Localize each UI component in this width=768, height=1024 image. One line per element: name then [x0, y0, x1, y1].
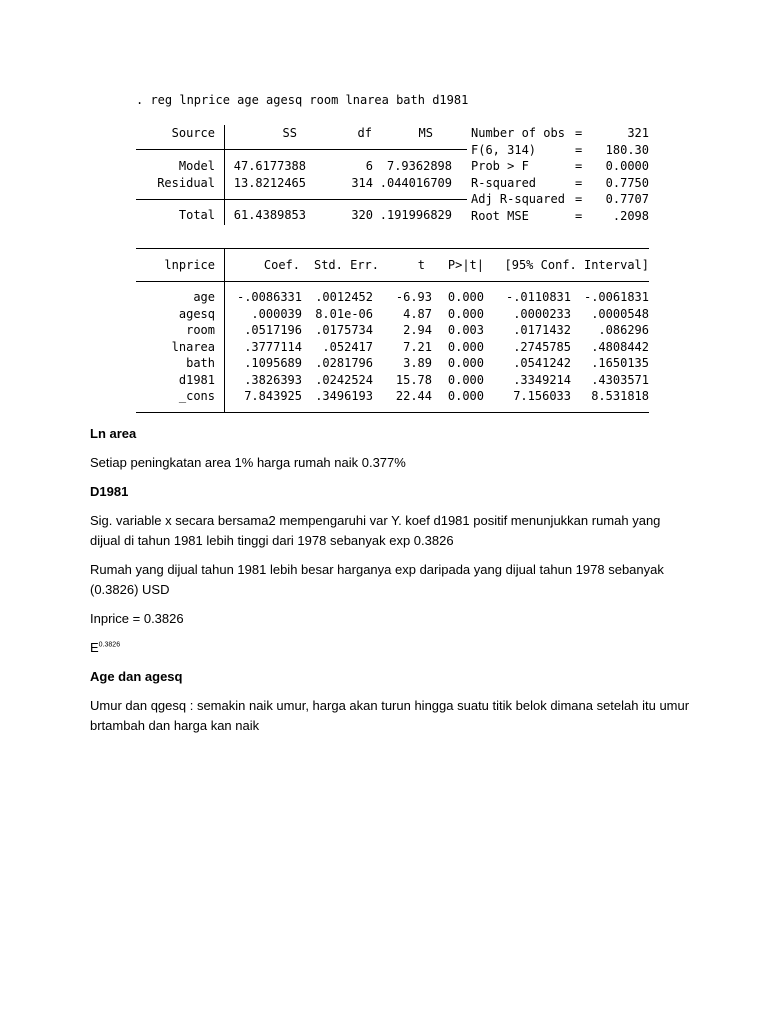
- stat-equals: =: [575, 208, 583, 223]
- stat-equals: =: [575, 192, 583, 206]
- table-row: [136, 355, 649, 372]
- coef-cell-coef: .0517196: [244, 323, 302, 337]
- heading-d1981: D1981: [90, 484, 129, 499]
- table-row: [136, 306, 649, 323]
- regression-command: . reg lnprice age agesq room lnarea bath d1981: [136, 93, 469, 107]
- coef-cell-coef: .000039: [251, 306, 302, 321]
- stat-value: 0.7750: [605, 175, 649, 190]
- coef-cell-t: 22.44: [395, 389, 432, 403]
- exponent-power: 0.3826: [98, 641, 121, 649]
- anova-header-ms: MS: [418, 126, 433, 140]
- coef-cell-ci-high: .1650135: [591, 356, 649, 370]
- stat-value: 321: [627, 126, 649, 140]
- anova-cell-ms: .191996829: [379, 208, 452, 222]
- coef-cell-se: .0175734: [315, 323, 373, 337]
- stat-value: 0.7707: [605, 192, 649, 206]
- coef-header-ci: [95% Conf. Interval]: [504, 258, 649, 272]
- coef-cell-ci-low: 7.156033: [513, 389, 571, 403]
- coef-header-coef: Coef.: [263, 258, 300, 272]
- stat-label: Number of obs: [471, 126, 565, 140]
- coef-cell-p: 0.000: [447, 306, 484, 321]
- stat-value: .2098: [612, 208, 649, 223]
- anova-cell-source: Model: [178, 159, 215, 173]
- coef-cell-ci-low: -.0110831: [505, 290, 571, 304]
- stat-row: [136, 142, 649, 159]
- coef-cell-coef: 7.843925: [244, 389, 302, 403]
- coef-cell-ci-high: .4303571: [591, 372, 649, 387]
- coef-header-p: P>|t|: [447, 258, 484, 272]
- stat-equals: =: [575, 159, 583, 173]
- coef-header-var: lnprice: [164, 258, 215, 272]
- paragraph-lnarea: Setiap peningkatan area 1% harga rumah naik 0.377%: [90, 455, 406, 470]
- coef-cell-ci-high: .086296: [598, 323, 649, 337]
- coef-cell-coef: -.0086331: [236, 290, 302, 304]
- coef-cell-coef: .3777114: [244, 339, 302, 354]
- table-row: [136, 289, 649, 306]
- coef-header-t: t: [417, 258, 425, 272]
- coef-cell-ci-high: -.0061831: [583, 290, 649, 304]
- coef-cell-ci-low: .0171432: [513, 323, 571, 337]
- anova-cell-df: 314: [351, 175, 373, 190]
- stat-equals: =: [575, 126, 583, 140]
- coef-cell-ci-high: .0000548: [591, 306, 649, 321]
- coef-cell-t: 2.94: [403, 323, 432, 337]
- anova-total-rule: [136, 199, 467, 200]
- heading-lnarea: Ln area: [90, 426, 137, 441]
- coef-cell-t: 4.87: [403, 306, 432, 321]
- anova-cell-df: 6: [365, 159, 373, 173]
- coef-cell-var: _cons: [178, 389, 215, 403]
- anova-cell-ms: .044016709: [379, 175, 452, 190]
- coef-cell-se: .0242524: [315, 372, 373, 387]
- anova-cell-source: Residual: [157, 175, 215, 190]
- coef-top-rule: [136, 248, 649, 249]
- anova-vertical-rule: [224, 125, 225, 225]
- coef-header-se: Std. Err.: [313, 258, 379, 272]
- table-row: [136, 322, 649, 339]
- stat-equals: =: [575, 142, 583, 157]
- paragraph-inprice: Inprice = 0.3826: [90, 611, 184, 626]
- coef-cell-ci-low: .2745785: [513, 339, 571, 354]
- coef-cell-ci-high: .4808442: [591, 339, 649, 354]
- coef-cell-var: age: [193, 290, 215, 304]
- coef-cell-var: agesq: [178, 306, 215, 321]
- table-row: [136, 388, 649, 405]
- stat-label: Prob > F: [471, 159, 529, 173]
- coef-cell-p: 0.000: [447, 290, 484, 304]
- coef-cell-se: .0281796: [315, 356, 373, 370]
- stat-value: 180.30: [605, 142, 649, 157]
- stat-label: Adj R-squared: [471, 192, 565, 206]
- exponent-base: E: [90, 640, 99, 655]
- table-row: [136, 339, 649, 356]
- coef-cell-se: .0012452: [315, 290, 373, 304]
- heading-age: Age dan agesq: [90, 669, 183, 684]
- coef-cell-ci-low: .0000233: [513, 306, 571, 321]
- coef-cell-p: 0.003: [447, 323, 484, 337]
- coef-header-rule: [136, 281, 649, 282]
- anova-table: [136, 125, 649, 225]
- coef-cell-se: .052417: [322, 339, 373, 354]
- coef-bottom-rule: [136, 412, 649, 413]
- coef-cell-t: 15.78: [395, 372, 432, 387]
- anova-cell-source: Total: [178, 208, 215, 222]
- coef-cell-p: 0.000: [447, 356, 484, 370]
- anova-header-df: df: [357, 126, 372, 140]
- coef-cell-p: 0.000: [447, 339, 484, 354]
- coef-cell-ci-low: .3349214: [513, 372, 571, 387]
- paragraph-exponent: [90, 638, 690, 658]
- coef-cell-p: 0.000: [447, 372, 484, 387]
- coef-vertical-rule: [224, 248, 225, 413]
- stat-value: 0.0000: [605, 159, 649, 173]
- coef-cell-se: .3496193: [315, 389, 373, 403]
- anova-cell-ss: 61.4389853: [233, 208, 306, 222]
- coef-cell-var: d1981: [178, 372, 215, 387]
- anova-cell-ms: 7.9362898: [386, 159, 452, 173]
- coef-cell-coef: .1095689: [244, 356, 302, 370]
- stat-label: F(6, 314): [471, 142, 537, 157]
- stat-equals: =: [575, 175, 583, 190]
- coef-cell-var: lnarea: [171, 339, 215, 354]
- coef-cell-var: bath: [186, 356, 215, 370]
- paragraph-age: Umur dan qgesq : semakin naik umur, harga akan turun hingga suatu titik belok dimana setelah itu umur brtambah dan harga kan naik: [90, 698, 690, 733]
- coef-header-row: [136, 257, 649, 274]
- anova-header-rule: [136, 149, 467, 150]
- anova-header-source: Source: [171, 126, 215, 140]
- table-row: [136, 372, 649, 389]
- stat-label: R-squared: [471, 175, 537, 190]
- coef-cell-t: 7.21: [403, 339, 432, 354]
- coef-cell-var: room: [186, 323, 215, 337]
- paragraph-d1981-interpretation: Rumah yang dijual tahun 1981 lebih besar harganya exp daripada yang dijual tahun 1978 sebanyak (0.3826) USD: [90, 562, 664, 597]
- coef-cell-se: 8.01e-06: [315, 306, 373, 321]
- notes-section: [90, 424, 690, 745]
- anova-cell-df: 320: [351, 208, 373, 222]
- coef-cell-ci-low: .0541242: [513, 356, 571, 370]
- anova-cell-ss: 13.8212465: [233, 175, 306, 190]
- coef-cell-t: -6.93: [395, 290, 432, 304]
- coef-cell-coef: .3826393: [244, 372, 302, 387]
- paragraph-d1981-significance: Sig. variable x secara bersama2 mempengaruhi var Y. koef d1981 positif menunjukkan rumah yang dijual di tahun 1981 lebih tinggi dari 1978 sebanyak exp 0.3826: [90, 513, 661, 548]
- coefficient-table: [136, 248, 649, 414]
- anova-cell-ss: 47.6177388: [233, 159, 306, 173]
- stat-row: [136, 191, 649, 208]
- coef-cell-t: 3.89: [403, 356, 432, 370]
- coef-cell-p: 0.000: [447, 389, 484, 403]
- stat-label: Root MSE: [471, 208, 529, 223]
- anova-header-ss: SS: [282, 126, 297, 140]
- coef-cell-ci-high: 8.531818: [591, 389, 649, 403]
